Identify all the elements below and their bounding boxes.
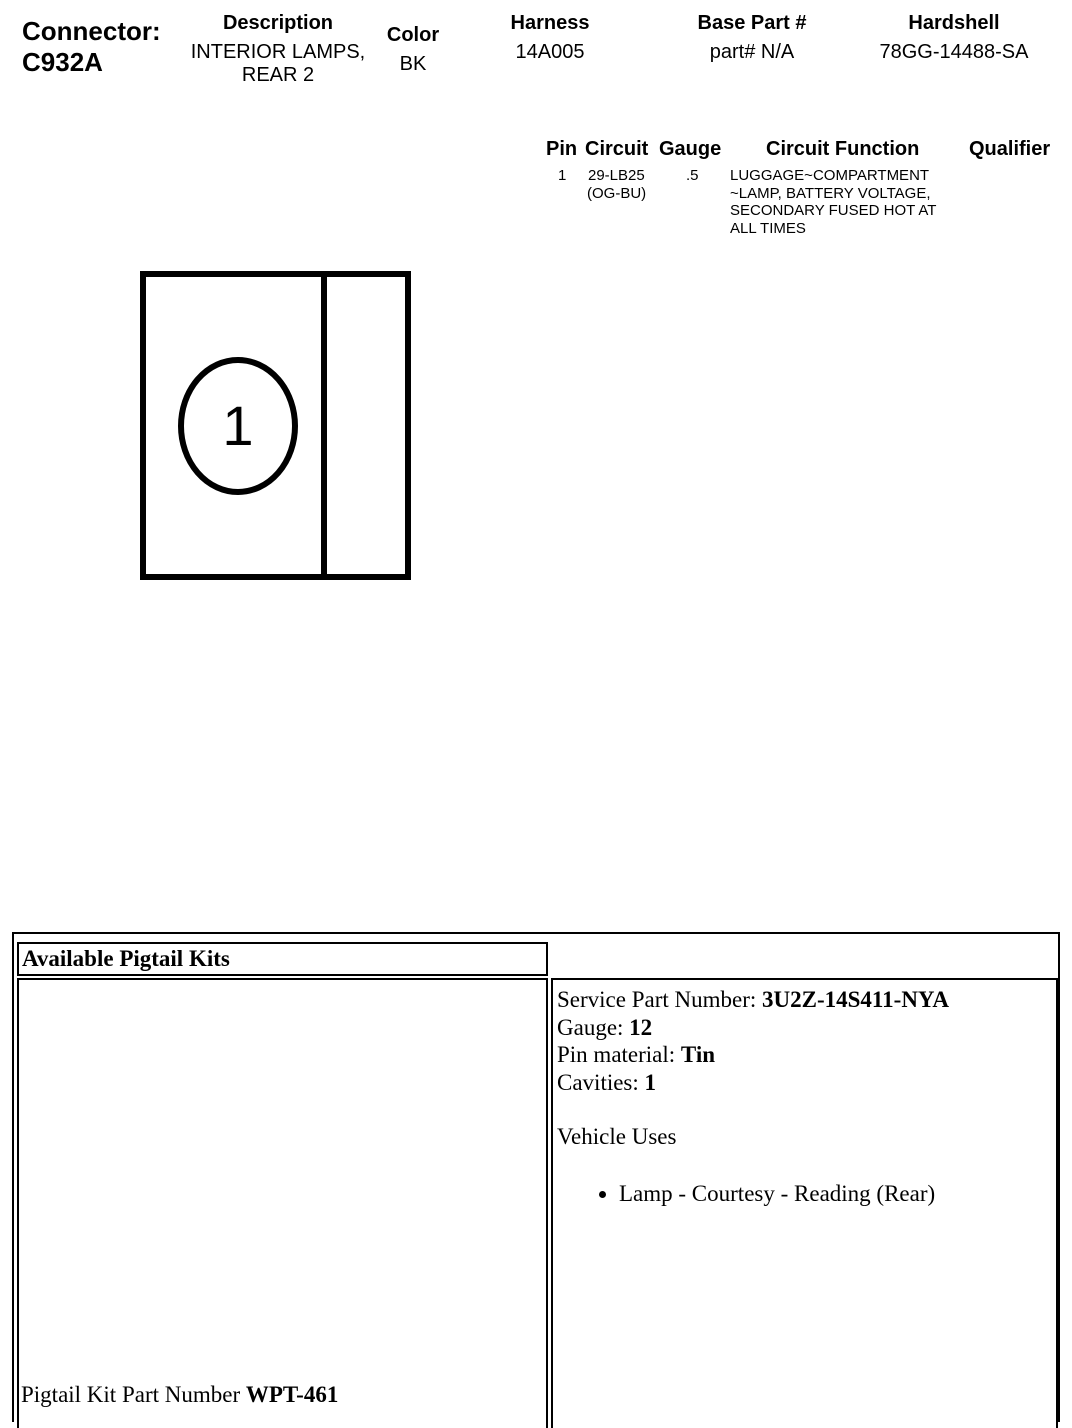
pigtail-kits-title: Available Pigtail Kits <box>17 942 548 976</box>
base-part-value: part# N/A <box>709 41 795 63</box>
row-gauge: .5 <box>686 167 699 184</box>
color-heading: Color <box>386 24 440 46</box>
connector-label: Connector: <box>22 16 161 46</box>
description-value-line1: INTERIOR LAMPS, <box>190 41 366 63</box>
pin-material-value: Tin <box>680 1042 716 1067</box>
row-function-line4: ALL TIMES <box>730 219 806 237</box>
base-part-column <box>672 12 832 64</box>
harness-value: 14A005 <box>515 41 585 63</box>
row-function-line2: ~LAMP, BATTERY VOLTAGE, <box>730 184 931 202</box>
list-item: • Lamp - Courtesy - Reading (Rear) <box>619 1180 1056 1208</box>
row-function-line1: LUGGAGE~COMPARTMENT <box>730 167 930 184</box>
hardshell-column <box>864 12 1044 64</box>
qualifier-header: Qualifier <box>969 138 1051 160</box>
color-column <box>373 24 453 76</box>
pigtail-kit-details <box>551 978 1058 1428</box>
description-value-line2: REAR 2 <box>241 64 315 86</box>
cavities-line <box>557 1069 1056 1097</box>
service-part-label: Service Part Number: <box>557 987 763 1012</box>
circuit-header: Circuit <box>585 138 649 160</box>
connector-face-diagram <box>138 268 418 588</box>
pin-header: Pin <box>546 138 578 160</box>
pin-material-label: Pin material: <box>557 1042 681 1067</box>
service-part-line <box>557 986 1056 1014</box>
vehicle-uses-label: Vehicle Uses <box>557 1124 677 1149</box>
connector-heading <box>22 16 161 78</box>
kit-part-value: WPT-461 <box>245 1382 339 1407</box>
hardshell-value: 78GG-14488-SA <box>879 41 1029 63</box>
gauge-header: Gauge <box>659 138 722 160</box>
kit-part-label: Pigtail Kit Part Number <box>21 1382 246 1407</box>
service-part-value: 3U2Z-14S411-NYA <box>762 987 950 1012</box>
description-heading: Description <box>222 12 334 34</box>
pigtail-kit-part-number <box>21 1382 338 1408</box>
gauge-value: 12 <box>629 1014 653 1040</box>
color-value: BK <box>399 53 427 75</box>
harness-heading: Harness <box>510 12 590 34</box>
row-function-line3: SECONDARY FUSED HOT AT <box>730 202 937 219</box>
cavity-1-label: 1 <box>222 394 254 457</box>
function-header: Circuit Function <box>766 138 920 160</box>
row-pin: 1 <box>558 167 567 184</box>
description-column <box>178 12 378 87</box>
gauge-label: Gauge: <box>557 1014 630 1040</box>
harness-column <box>480 12 620 64</box>
gauge-line <box>557 1014 1056 1042</box>
pigtail-kit-image-cell <box>17 978 548 1428</box>
cavities-label: Cavities: <box>557 1069 645 1095</box>
cavities-value: 1 <box>644 1069 657 1095</box>
hardshell-heading: Hardshell <box>908 12 1000 34</box>
connector-id: C932A <box>22 47 103 77</box>
pin-material-line <box>557 1041 1056 1069</box>
base-part-heading: Base Part # <box>697 12 807 34</box>
row-circuit-line1: 29-LB25 <box>588 167 645 184</box>
row-circuit-line2: (OG-BU) <box>587 184 647 202</box>
vehicle-uses-list <box>557 1180 1056 1208</box>
